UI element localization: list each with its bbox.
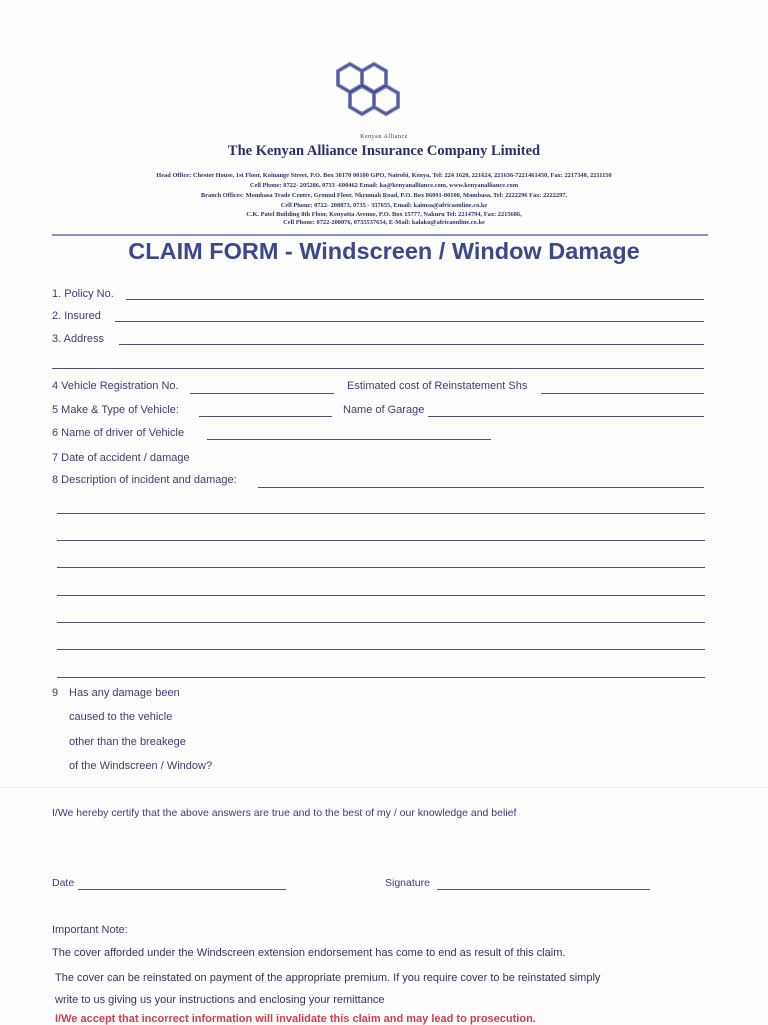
- policy-no-label: 1. Policy No.: [52, 288, 114, 300]
- description-label: 8 Description of incident and damage:: [52, 474, 237, 486]
- date-field[interactable]: [78, 889, 286, 890]
- question-9-text: Has any damage been: [69, 687, 180, 699]
- policy-no-field[interactable]: [126, 299, 704, 300]
- description-line[interactable]: [57, 649, 705, 650]
- driver-name-field[interactable]: [207, 439, 491, 440]
- question-9-text: of the Windscreen / Window?: [69, 760, 213, 772]
- vehicle-registration-label: 4 Vehicle Registration No.: [52, 380, 179, 392]
- signature-field[interactable]: [437, 889, 650, 890]
- driver-name-label: 6 Name of driver of Vehicle: [52, 427, 185, 439]
- brand-wordmark: Kenyan Alliance: [360, 134, 408, 140]
- estimated-cost-field[interactable]: [541, 393, 704, 394]
- make-type-field[interactable]: [199, 416, 332, 417]
- address-line: Cell Phone: 0722-200076, 0735537654, E-Mail: kalaku@africaonline.co.ke: [283, 219, 485, 226]
- garage-field[interactable]: [428, 416, 704, 417]
- certification-text: I/We hereby certify that the above answers are true and to the best of my / our knowledge and belief: [52, 807, 517, 819]
- description-line[interactable]: [57, 622, 705, 623]
- form-title: CLAIM FORM - Windscreen / Window Damage: [128, 238, 640, 264]
- estimated-cost-label: Estimated cost of Reinstatement Shs: [347, 380, 528, 392]
- address-line: Cell Phone: 0722- 208873, 0735 - 337655, Email: kaimsa@africaonline.co.ke: [280, 202, 488, 209]
- header-divider: [52, 234, 708, 236]
- address-line: Cell Phone: 0722- 205286, 0733 -600462 Email: ka@kenyanalliance.com, www.kenyanalliance.com: [249, 182, 519, 189]
- address-label: 3. Address: [52, 333, 104, 345]
- address-line: Branch Offices: Mombasa Trade Centre, Ground Floor, Nkrumah Road, P.O. Box 86091-80100, Mombasa, Tel: 2222296 Fax: 2222297,: [200, 192, 568, 199]
- description-line[interactable]: [57, 567, 705, 568]
- address-field-continued[interactable]: [52, 368, 704, 369]
- address-field[interactable]: [119, 344, 704, 345]
- section-divider: [0, 787, 768, 788]
- question-9-text: other than the breakege: [69, 736, 186, 748]
- company-name: The Kenyan Alliance Insurance Company Limited: [227, 143, 541, 159]
- insured-field[interactable]: [115, 321, 704, 322]
- address-line: Head Office: Chester House, 1st Floor, Koinange Street, P.O. Box 30170 00100 GPO, Nairobi, Kenya, Tel: 224 1620, 221624, 221636-7221461450, Fax: 2217340, 2211150: [156, 172, 612, 179]
- vehicle-registration-field[interactable]: [190, 393, 334, 394]
- description-line[interactable]: [57, 595, 705, 596]
- important-note-line: The cover afforded under the Windscreen extension endorsement has come to end as result of this claim.: [52, 947, 566, 959]
- make-type-label: 5 Make & Type of Vehicle:: [52, 404, 179, 416]
- garage-label: Name of Garage: [343, 404, 425, 416]
- important-note-line: write to us giving us your instructions and enclosing your remittance: [55, 994, 385, 1006]
- question-9-text: caused to the vehicle: [69, 711, 173, 723]
- date-label: Date: [52, 877, 75, 889]
- description-line[interactable]: [57, 513, 705, 514]
- signature-label: Signature: [385, 877, 430, 889]
- description-line[interactable]: [57, 677, 705, 678]
- insured-label: 2. Insured: [52, 310, 101, 322]
- company-logo: [330, 60, 404, 134]
- accident-date-label: 7 Date of accident / damage: [52, 452, 190, 464]
- important-note-heading: Important Note:: [52, 924, 128, 936]
- prosecution-warning: I/We accept that incorrect information will invalidate this claim and may lead to prosecution.: [55, 1013, 536, 1025]
- important-note-line: The cover can be reinstated on payment of the appropriate premium. If you require cover to be reinstated simply: [55, 972, 601, 984]
- description-field[interactable]: [258, 487, 704, 488]
- address-line: C.K. Patel Building 8th Floor, Kenyatta Avenue, P.O. Box 15777, Nakuru Tel: 2214794, Fax: 2215686,: [246, 211, 522, 218]
- description-line[interactable]: [57, 540, 705, 541]
- question-9-number: 9: [52, 687, 59, 699]
